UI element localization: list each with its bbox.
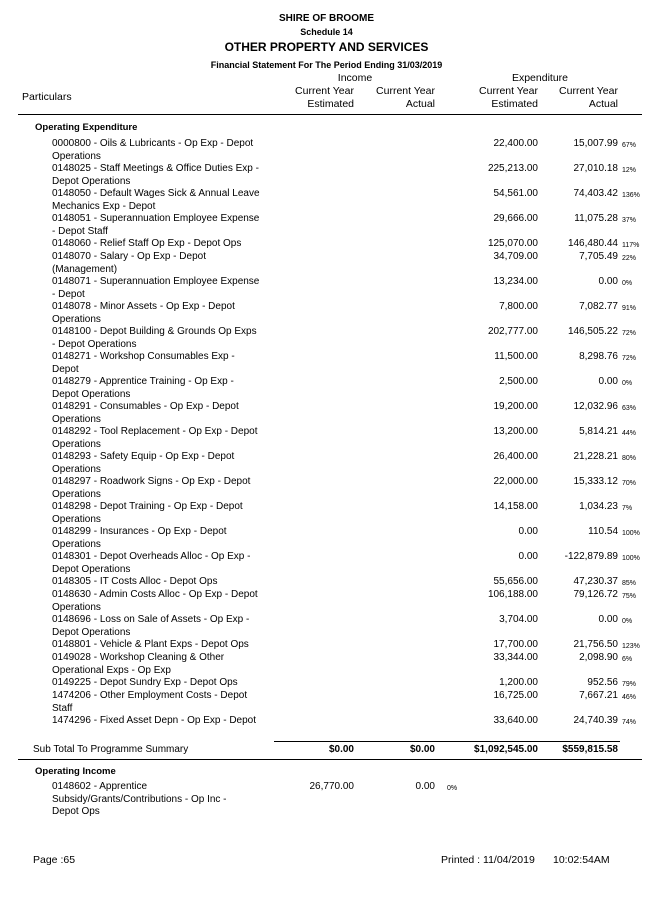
income-group-header: Income	[337, 72, 373, 84]
row-expenditure-actual: 1,034.23	[579, 501, 618, 512]
row-expenditure-actual: 8,298.76	[579, 351, 618, 362]
row-expenditure-actual: 74,403.42	[573, 188, 618, 199]
report-subtitle: Financial Statement For The Period Ending 31/03/2019	[210, 60, 443, 70]
row-description: 1474206 - Other Employment Costs - Depot Staff	[52, 690, 248, 714]
row-description: 0148305 - IT Costs Alloc - Depot Ops	[52, 576, 218, 587]
row-percent: 7%	[622, 505, 633, 512]
row-expenditure-actual: 0.00	[598, 614, 618, 625]
row-description: 0148297 - Roadwork Signs - Op Exp - Depot Operations	[52, 476, 251, 500]
row-expenditure-estimated: 19,200.00	[493, 401, 538, 412]
row-description: 0148279 - Apprentice Training - Op Exp - Depot Operations	[52, 376, 234, 400]
row-description: 0148060 - Relief Staff Op Exp - Depot Ops	[52, 238, 242, 249]
report-title: OTHER PROPERTY AND SERVICES	[224, 40, 429, 54]
row-expenditure-estimated: 13,200.00	[493, 426, 538, 437]
section-operating-expenditure: Operating Expenditure	[35, 122, 138, 133]
row-description: 0148025 - Staff Meetings & Office Duties Exp - Depot Operations	[52, 163, 259, 187]
row-expenditure-actual: 146,480.44	[567, 238, 618, 249]
row-percent: 0%	[447, 785, 458, 792]
row-expenditure-estimated: 14,158.00	[493, 501, 538, 512]
row-percent: 117%	[622, 242, 640, 249]
row-expenditure-estimated: 26,400.00	[493, 451, 538, 462]
row-expenditure-estimated: 13,234.00	[493, 276, 538, 287]
row-expenditure-actual: 7,082.77	[579, 301, 618, 312]
income-actual-header-l2: Actual	[405, 98, 435, 110]
row-description: 0148291 - Consumables - Op Exp - Depot Operations	[52, 401, 239, 425]
row-percent: 67%	[622, 142, 637, 149]
subtotal-expenditure-actual: $559,815.58	[562, 744, 618, 755]
row-expenditure-estimated: 22,000.00	[493, 476, 538, 487]
row-description: 0148271 - Workshop Consumables Exp - Depot	[52, 351, 235, 375]
row-expenditure-actual: 11,075.28	[574, 213, 618, 224]
row-percent: 72%	[622, 330, 637, 337]
row-percent: 70%	[622, 480, 637, 487]
row-expenditure-estimated: 11,500.00	[494, 351, 538, 362]
row-expenditure-actual: 27,010.18	[573, 163, 618, 174]
subtotal-bottom-rule	[18, 759, 642, 760]
row-expenditure-estimated: 29,666.00	[493, 213, 538, 224]
subtotal-income-estimated: $0.00	[328, 744, 354, 755]
row-expenditure-estimated: 1,200.00	[499, 677, 538, 688]
row-percent: 79%	[622, 681, 637, 688]
row-description: 0148299 - Insurances - Op Exp - Depot Operations	[52, 526, 227, 550]
row-description: 0148071 - Superannuation Employee Expense - Depot	[52, 276, 260, 300]
row-percent: 44%	[622, 430, 637, 437]
row-expenditure-estimated: 2,500.00	[499, 376, 538, 387]
row-description: 0148630 - Admin Costs Alloc - Op Exp - Depot Operations	[52, 589, 258, 613]
subtotal-label: Sub Total To Programme Summary	[33, 744, 189, 755]
row-percent: 12%	[622, 167, 637, 174]
row-percent: 0%	[622, 380, 633, 387]
row-expenditure-actual: 952.56	[587, 677, 618, 688]
row-percent: 0%	[622, 280, 633, 287]
row-expenditure-estimated: 0.00	[518, 526, 538, 537]
row-percent: 100%	[622, 555, 640, 562]
row-description: 0148801 - Vehicle & Plant Exps - Depot Ops	[52, 639, 249, 650]
row-description: 0149028 - Workshop Cleaning & Other Operational Exps - Op Exp	[52, 652, 225, 676]
row-expenditure-actual: 79,126.72	[573, 589, 618, 600]
row-expenditure-actual: 2,098.90	[579, 652, 618, 663]
subtotal-income-actual: $0.00	[409, 744, 435, 755]
row-description: 0148292 - Tool Replacement - Op Exp - Depot Operations	[52, 426, 258, 450]
row-expenditure-actual: 47,230.37	[573, 576, 618, 587]
row-expenditure-estimated: 7,800.00	[499, 301, 538, 312]
row-expenditure-estimated: 125,070.00	[487, 238, 538, 249]
row-income-actual: 0.00	[415, 781, 435, 792]
row-income-estimated: 26,770.00	[309, 781, 354, 792]
row-description: 0148070 - Salary - Op Exp - Depot (Management)	[52, 251, 206, 275]
income-estimated-header-l2: Estimated	[307, 98, 354, 110]
expenditure-estimated-header-l1: Current Year	[479, 85, 538, 97]
printed-time: 10:02:54AM	[553, 854, 610, 866]
row-expenditure-estimated: 225,213.00	[487, 163, 538, 174]
row-description: 0148696 - Loss on Sale of Assets - Op Exp - Depot Operations	[52, 614, 250, 638]
row-description: 0148051 - Superannuation Employee Expense - Depot Staff	[52, 213, 260, 237]
row-description: 0148050 - Default Wages Sick & Annual Leave Mechanics Exp - Depot	[52, 188, 260, 212]
expenditure-group-header: Expenditure	[511, 72, 569, 84]
row-expenditure-estimated: 17,700.00	[493, 639, 538, 650]
row-percent: 100%	[622, 530, 640, 537]
row-expenditure-actual: 7,667.21	[579, 690, 618, 701]
row-percent: 80%	[622, 455, 637, 462]
particulars-header: Particulars	[22, 91, 72, 103]
organisation-name: SHIRE OF BROOME	[278, 13, 374, 24]
expenditure-actual-header-l2: Actual	[588, 98, 618, 110]
row-description: 0000800 - Oils & Lubricants - Op Exp - Depot Operations	[52, 138, 254, 162]
row-percent: 136%	[622, 192, 640, 199]
printed-date: Printed : 11/04/2019	[441, 854, 535, 866]
expenditure-estimated-header-l2: Estimated	[491, 98, 538, 110]
row-expenditure-estimated: 106,188.00	[487, 589, 538, 600]
row-expenditure-estimated: 54,561.00	[493, 188, 538, 199]
row-percent: 85%	[622, 580, 637, 587]
row-description: 0148301 - Depot Overheads Alloc - Op Exp - Depot Operations	[52, 551, 251, 575]
row-expenditure-estimated: 202,777.00	[487, 326, 538, 337]
row-description: 0149225 - Depot Sundry Exp - Depot Ops	[52, 677, 238, 688]
row-expenditure-actual: 0.00	[598, 276, 618, 287]
row-expenditure-estimated: 55,656.00	[493, 576, 538, 587]
row-description: 0148298 - Depot Training - Op Exp - Depot Operations	[52, 501, 243, 525]
row-description: 0148100 - Depot Building & Grounds Op Exps - Depot Operations	[52, 326, 257, 350]
row-percent: 6%	[622, 656, 633, 663]
row-percent: 37%	[622, 217, 637, 224]
row-expenditure-estimated: 16,725.00	[493, 690, 538, 701]
row-expenditure-actual: 24,740.39	[573, 715, 618, 726]
page-number: Page :65	[33, 854, 76, 866]
row-description: 0148078 - Minor Assets - Op Exp - Depot Operations	[52, 301, 235, 325]
schedule-label: Schedule 14	[300, 27, 353, 37]
subtotal-top-rule	[274, 741, 620, 742]
income-actual-header-l1: Current Year	[376, 85, 435, 97]
row-expenditure-estimated: 3,704.00	[499, 614, 538, 625]
row-percent: 74%	[622, 719, 637, 726]
income-estimated-header-l1: Current Year	[295, 85, 354, 97]
expenditure-actual-header-l1: Current Year	[559, 85, 618, 97]
row-expenditure-actual: 7,705.49	[579, 251, 618, 262]
row-expenditure-actual: 5,814.21	[579, 426, 618, 437]
row-description: 0148602 - Apprentice Subsidy/Grants/Contributions - Op Inc - Depot Ops	[52, 781, 227, 817]
row-expenditure-estimated: 33,640.00	[493, 715, 538, 726]
row-expenditure-actual: 146,505.22	[567, 326, 618, 337]
header-divider	[18, 114, 642, 115]
row-expenditure-actual: 0.00	[598, 376, 618, 387]
row-percent: 0%	[622, 618, 633, 625]
row-percent: 46%	[622, 694, 637, 701]
row-expenditure-actual: 21,756.50	[573, 639, 618, 650]
row-expenditure-estimated: 33,344.00	[493, 652, 538, 663]
row-expenditure-estimated: 34,709.00	[493, 251, 538, 262]
row-expenditure-actual: 110.54	[588, 526, 618, 537]
row-description: 1474296 - Fixed Asset Depn - Op Exp - Depot	[52, 715, 256, 726]
row-percent: 91%	[622, 305, 637, 312]
row-expenditure-estimated: 0.00	[518, 551, 538, 562]
row-percent: 22%	[622, 255, 637, 262]
row-expenditure-actual: 12,032.96	[573, 401, 618, 412]
row-description: 0148293 - Safety Equip - Op Exp - Depot Operations	[52, 451, 235, 475]
row-percent: 63%	[622, 405, 637, 412]
row-percent: 123%	[622, 643, 640, 650]
row-percent: 72%	[622, 355, 637, 362]
section-operating-income: Operating Income	[35, 766, 116, 777]
row-expenditure-actual: 21,228.21	[573, 451, 618, 462]
row-expenditure-actual: 15,007.99	[573, 138, 618, 149]
row-percent: 75%	[622, 593, 637, 600]
row-expenditure-actual: -122,879.89	[564, 551, 618, 562]
row-expenditure-actual: 15,333.12	[573, 476, 618, 487]
row-expenditure-estimated: 22,400.00	[493, 138, 538, 149]
subtotal-expenditure-estimated: $1,092,545.00	[474, 744, 538, 755]
